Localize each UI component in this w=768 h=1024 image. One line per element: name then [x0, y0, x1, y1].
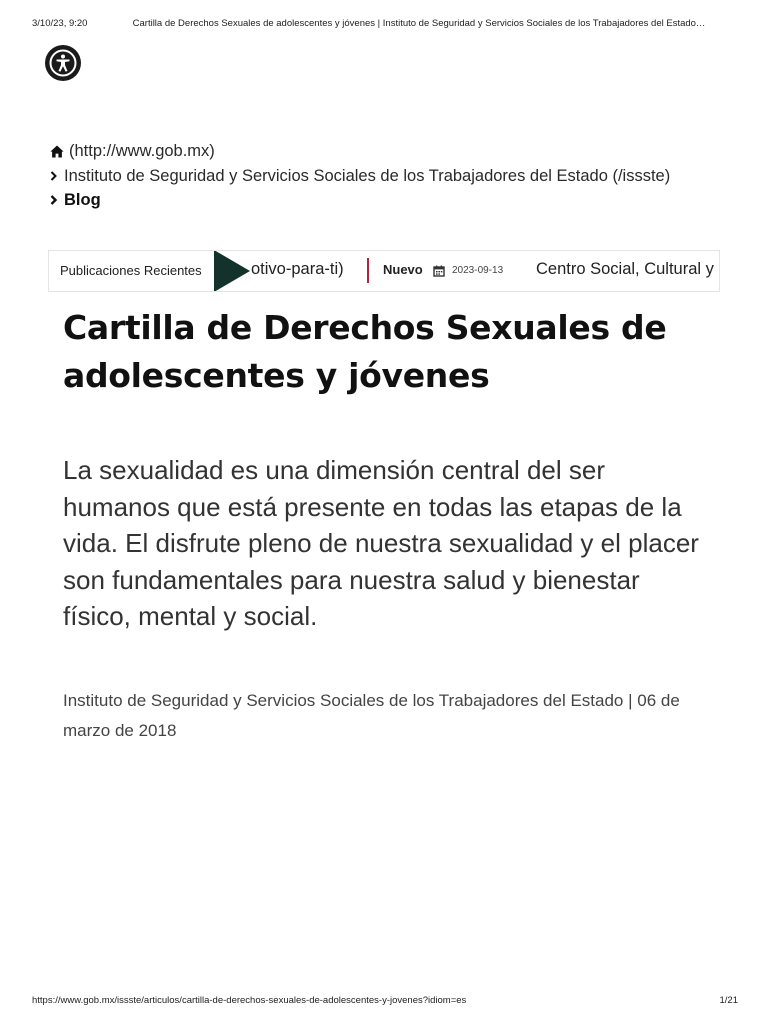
- breadcrumb-item-label: Blog: [64, 191, 101, 209]
- new-badge: Nuevo: [383, 262, 423, 277]
- print-datetime: 3/10/23, 9:20: [32, 18, 88, 29]
- accessibility-button[interactable]: [45, 45, 81, 81]
- print-page-number: 1/21: [719, 995, 738, 1006]
- ticker-link[interactable]: otivo-para-ti): [251, 260, 344, 278]
- print-url: https://www.gob.mx/issste/articulos/cartilla-de-derechos-sexuales-de-adolescentes-y-jovenes?idiom=es: [32, 995, 467, 1006]
- ticker-divider: [367, 258, 369, 283]
- breadcrumb: [50, 139, 670, 213]
- accessibility-icon: [48, 48, 78, 78]
- ticker-label: Publicaciones Recientes: [60, 263, 202, 278]
- chevron-right-icon: [50, 171, 64, 181]
- calendar-icon: [433, 264, 445, 276]
- breadcrumb-home-link[interactable]: [50, 139, 670, 164]
- ticker-track: [251, 251, 719, 291]
- breadcrumb-item-issste[interactable]: [50, 164, 670, 189]
- breadcrumb-item-label: Instituto de Seguridad y Servicios Sociales de los Trabajadores del Estado (/issste): [64, 166, 671, 185]
- recent-posts-ticker: [48, 250, 720, 292]
- breadcrumb-item-blog[interactable]: [50, 188, 670, 213]
- breadcrumb-home-label: (http://www.gob.mx): [69, 142, 215, 160]
- home-icon: [50, 144, 66, 158]
- article-lead: La sexualidad es una dimensión central del ser humanos que está presente en todas las etapas de la vida. El disfrute pleno de nuestra sexualidad y el placer son fundamentales para nuestra salud y bienestar físico, mental y social.: [63, 455, 699, 631]
- print-page-title: Cartilla de Derechos Sexuales de adolescentes y jóvenes | Instituto de Seguridad y Servicios Sociales de los Trabajadores del Estado…: [132, 18, 706, 29]
- article-title: Cartilla de Derechos Sexuales de adolescentes y jóvenes: [63, 308, 667, 395]
- print-footer: [32, 995, 738, 1006]
- ticker-date: 2023-09-13: [452, 265, 504, 276]
- chevron-right-icon: [50, 195, 64, 205]
- print-header: [32, 18, 738, 29]
- article-byline: Instituto de Seguridad y Servicios Sociales de los Trabajadores del Estado | 06 de marzo de 2018: [63, 691, 680, 740]
- play-icon: [213, 250, 251, 292]
- ticker-headline-link[interactable]: Centro Social, Cultural y: [536, 260, 714, 278]
- play-button[interactable]: [213, 250, 251, 292]
